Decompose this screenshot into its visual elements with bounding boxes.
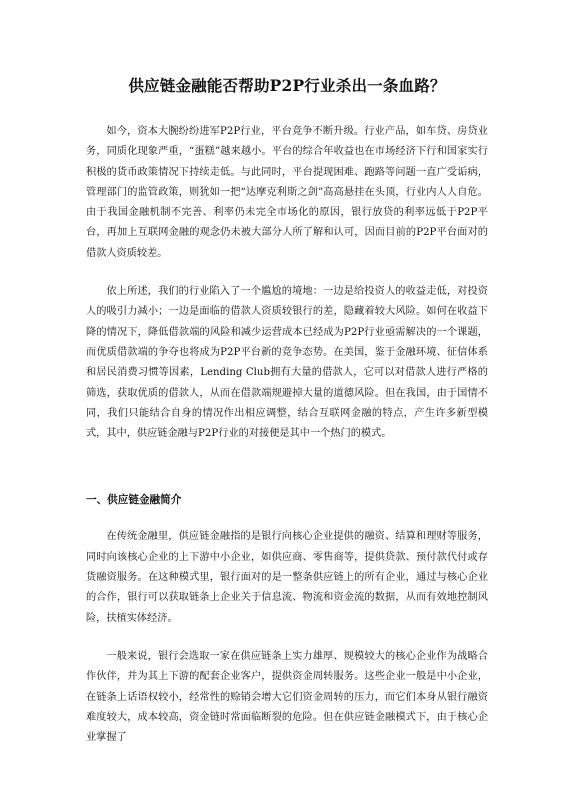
section-paragraph-1: 在传统金融里，供应链金融指的是银行向核心企业提供的融资、结算和理财等服务，同时向该核心企业的上下游中小企业，如供应商、零售商等，提供贷款、预付款代付或存货融资服务。在这种模式里，银行面对的是一整条供应链上的所有企业，通过与核心企业的合作，银行可以获取链条上企业关于信息流、物流和资金流的数据，从而有效地控制风险，扶植实体经济。: [86, 531, 488, 624]
document-title: 供应链金融能否帮助P2P行业杀出一条血路？: [128, 76, 446, 95]
intro-paragraph-1: 如今，资本大腕纷纷进军P2P行业，平台竞争不断升级。行业产品，如车贷、房贷业务，同质化现象严重，“蛋糕”越来越小。平台的综合年收益也在市场经济下行和国家实行积极的货币政策情况下持续走低。与此同时，平台提现困难、跑路等问题一直广受诟病，管理部门的监管政策，则犹如一把“达摩克利斯之剑”高高悬挂在头顶，行业内人人自危。由于我国金融机制不完善、利率仍未完全市场化的原因，银行放贷的利率远低于P2P平台，再加上互联网金融的观念仍未被大部分人所了解和认可，因而目前的P2P平台面对的借款人资质较差。: [86, 126, 488, 259]
section-heading: 一、供应链金融简介: [86, 494, 182, 507]
intro-paragraph-2: 依上所述，我们的行业陷入了一个尴尬的境地：一边是给投资人的收益走低，对投资人的吸引力减小；一边是面临的借款人资质较银行的差，隐藏着较大风险。如何在收益下降的情况下，降低借款端的风险和减少运营成本已经成为P2P行业亟需解决的一个课题，而优质借款端的争夺也将成为P2P平台新的竞争态势。在美国，鉴于金融环境、征信体系和居民消费习惯等因素，Lending Club拥有大量的借款人，它可以对借款人进行严格的筛选，获取优质的借款人，从而在借款端规避掉大量的道德风险。但在我国，由于国情不同，我们只能结合自身的情况作出相应调整，结合互联网金融的特点，产生许多新型模式，其中，供应链金融与P2P行业的对接便是其中一个热门的模式。: [86, 286, 488, 440]
section-paragraph-2: 一般来说，银行会选取一家在供应链条上实力雄厚、规模较大的核心企业作为战略合作伙伴，并为其上下游的配套企业客户，提供资金周转服务。这些企业一般是中小企业，在链条上话语权较小，经常性的赊销会增大它们资金周转的压力，而它们本身从银行融资难度较大，成本较高，资金链时常面临断裂的危险。但在供应链金融模式下，由于核心企业掌握了: [86, 650, 488, 744]
